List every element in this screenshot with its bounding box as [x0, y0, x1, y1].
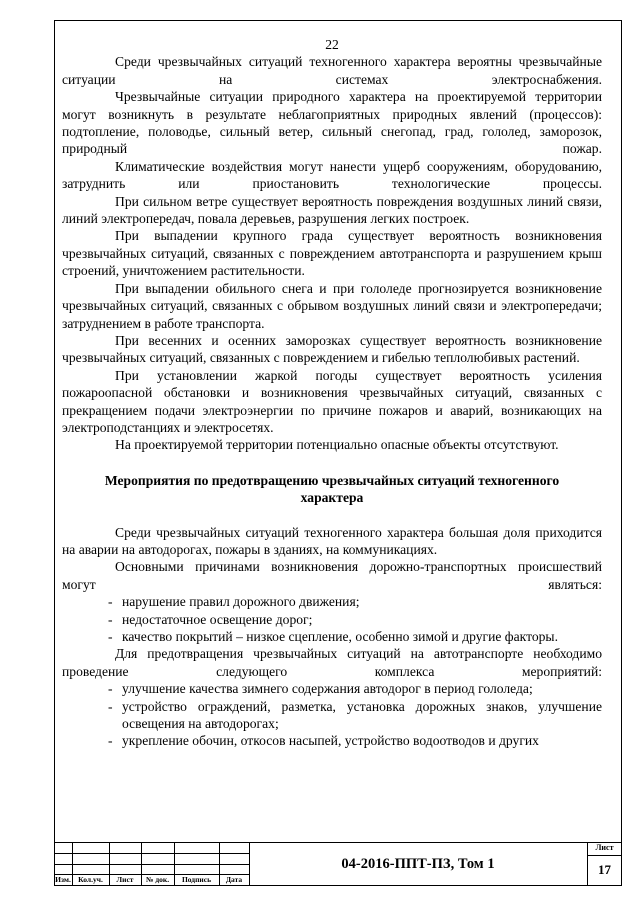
page-number: 22 — [325, 37, 339, 52]
list-item: - качество покрытий – низкое сцепление, особенно зимой и другие факторы. — [108, 629, 558, 644]
col-label-doc-number: № док. — [145, 875, 170, 884]
paragraph: При весенних и осенних заморозках существует вероятность возникновение чрезвычайных ситуаций, связанных с повреждением и гибелью теплолюбивых растений. — [62, 332, 602, 366]
col-label-change: Изм. — [55, 875, 71, 884]
paragraph: Чрезвычайные ситуации природного характера на проектируемой территории могут возникнуть в результате неблагоприятных природных явлений (процессов): подтопление, половодье, сильный ветер, сильный снегопад, град, гололед, заморозок, природный пожар. — [62, 89, 602, 157]
list-item: - нарушение правил дорожного движения; — [108, 594, 360, 610]
document-code: 04-2016-ППТ-ПЗ, Том 1 — [341, 855, 495, 872]
col-label-signature: Подпись — [181, 875, 212, 884]
sheet-number: 17 — [598, 862, 611, 877]
heading-line: Мероприятия по предотвращению чрезвычайных ситуаций техногенного — [104, 472, 560, 488]
paragraph: На проектируемой территории потенциально опасные объекты отсутствуют. — [115, 437, 559, 453]
heading-line: характера — [300, 490, 364, 506]
col-label-date: Дата — [225, 875, 243, 884]
paragraph: При выпадении обильного снега и при гололеде прогнозируется возникновение чрезвычайных ситуаций, связанных с обрывом воздушных линий связи и электропередачи; затруднением в работе транспорта. — [62, 280, 602, 331]
list-item: - устройство ограждений, разметка, установка дорожных знаков, улучшение освещения на автодорогах; — [108, 698, 602, 732]
paragraph: Среди чрезвычайных ситуаций техногенного характера вероятны чрезвычайные ситуации на системах электроснабжения. — [62, 54, 602, 87]
document-body — [62, 36, 602, 750]
paragraph: Среди чрезвычайных ситуаций техногенного характера большая доля приходится на аварии на автодорогах, пожары в зданиях, на коммуникациях. — [62, 524, 602, 557]
paragraph: При выпадении крупного града существует вероятность возникновения чрезвычайных ситуаций, связанных с повреждением автотранспорта и разрушением крыш строений, уничтожением растительности. — [62, 228, 602, 279]
col-label-quantity: Кол.уч. — [78, 875, 103, 884]
sheet-label: Лист — [595, 843, 614, 852]
section-heading — [62, 472, 602, 507]
paragraph: Основными причинами возникновения дорожно-транспортных происшествий могут являться: — [62, 559, 602, 592]
paragraph: При сильном ветре существует вероятность повреждения воздушных линий связи, линий электропередач, повала деревьев, разрушения легких построек. — [62, 193, 602, 227]
title-block — [54, 842, 622, 886]
paragraph: Для предотвращения чрезвычайных ситуаций на автотранспорте необходимо проведение следующего комплекса мероприятий: — [62, 646, 602, 679]
col-label-sheet: Лист — [116, 875, 134, 884]
list-item: - укрепление обочин, откосов насыпей, устройство водоотводов и других — [108, 733, 539, 749]
paragraph: Климатические воздействия могут нанести ущерб сооружениям, оборудованию, затруднить или приостановить технологические процессы. — [62, 158, 602, 192]
paragraph: При установлении жаркой погоды существует вероятность усиления пожароопасной обстановки и возникновения чрезвычайных ситуаций, связанных с прекращением подачи электроэнергии по причине пожаров и аварий, возникающих на электроподстанциях и электросетях. — [62, 367, 602, 435]
list-item: - улучшение качества зимнего содержания автодорог в период гололеда; — [108, 681, 533, 697]
title-block-row-line — [587, 855, 622, 856]
list-item: - недостаточное освещение дорог; — [108, 611, 313, 627]
